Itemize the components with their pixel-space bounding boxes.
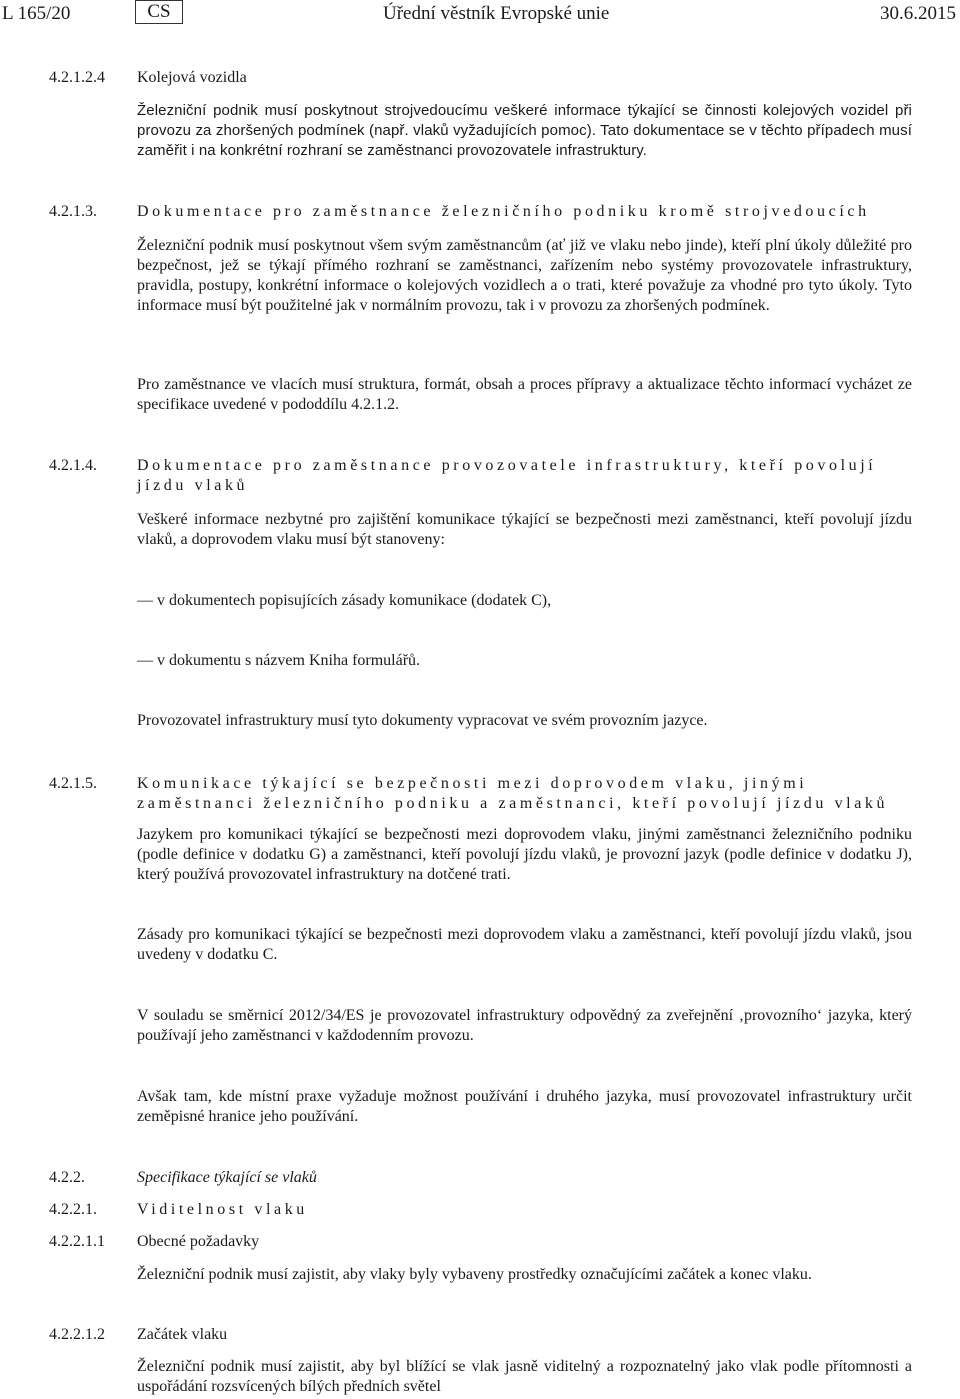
section-number: 4.2.2.1.1 — [49, 1233, 105, 1250]
paragraph: Železniční podnik musí poskytnout strojvedoucímu veškeré informace týkající se činnosti kolejových vozidel při provozu za zhoršených podmínek (např. vlaků vyžadujících pomoc). Tato dokumentace se v těchto případech musí zaměřit i na konkrétní rozhraní se zaměstnanci provozovatele infrastruktury. — [137, 102, 912, 159]
paragraph: Pro zaměstnance ve vlacích musí struktura, formát, obsah a proces přípravy a aktualizace těchto informací vycházet ze specifikace uvedené v pododdílu 4.2.1.2. — [137, 376, 912, 413]
publication-date: 30.6.2015 — [880, 3, 956, 24]
section-number: 4.2.1.2.4 — [49, 69, 105, 86]
paragraph: V souladu se směrnicí 2012/34/ES je provozovatel infrastruktury odpovědný za zveřejnění ‚provozního‘ jazyka, který používají jeho zaměstnanci v každodenním provozu. — [137, 1007, 912, 1044]
paragraph: Železniční podnik musí zajistit, aby byl blížící se vlak jasně viditelný a rozpoznatelný jako vlak podle přítomnosti a uspořádání rozsvícených bílých předních světel — [137, 1358, 912, 1395]
paragraph: Železniční podnik musí zajistit, aby vlaky byly vybaveny prostředky označujícími začátek a konec vlaku. — [137, 1266, 812, 1283]
section-title: Kolejová vozidla — [137, 69, 247, 86]
paragraph: Zásady pro komunikaci týkající se bezpečnosti mezi doprovodem vlaku a zaměstnanci, kteří povolují jízdu vlaků, jsou uvedeny v dodatku C. — [137, 926, 912, 963]
section-title: Dokumentace pro zaměstnance železničního podniku kromě strojvedoucích — [137, 203, 870, 220]
page-number: L 165/20 — [2, 3, 71, 24]
section-title: Komunikace týkající se bezpečnosti mezi doprovodem vlaku, jinými zaměstnanci železničního podniku a zaměstnanci, kteří povolují jízdu vlaků — [137, 775, 889, 812]
page-header — [0, 0, 960, 32]
section-number: 4.2.2.1.2 — [49, 1326, 105, 1343]
section-title: Obecné požadavky — [137, 1233, 260, 1250]
section-number: 4.2.2.1. — [49, 1201, 97, 1218]
paragraph: Avšak tam, kde místní praxe vyžaduje možnost používání i druhého jazyka, musí provozovatel infrastruktury určit zeměpisné hranice jeho používání. — [137, 1088, 912, 1125]
paragraph: Provozovatel infrastruktury musí tyto dokumenty vypracovat ve svém provozním jazyce. — [137, 712, 708, 729]
section-title: Dokumentace pro zaměstnance provozovatele infrastruktury, kteří povolují jízdu vlaků — [137, 457, 877, 494]
language-badge: CS — [135, 0, 183, 24]
list-item: — v dokumentu s názvem Kniha formulářů. — [137, 652, 421, 669]
paragraph: Jazykem pro komunikaci týkající se bezpečnosti mezi doprovodem vlaku, jinými zaměstnanci železničního podniku (podle definice v dodatku G) a zaměstnanci, kteří povolují jízdu vlaků, je provozní jazyk (podle definice v dodatku J), který používá provozovatel infrastruktury na dotčené trati. — [137, 826, 912, 883]
section-title: Viditelnost vlaku — [137, 1201, 308, 1218]
section-number: 4.2.1.4. — [49, 457, 97, 474]
section-title: Začátek vlaku — [137, 1326, 228, 1343]
section-number: 4.2.2. — [49, 1169, 85, 1186]
section-number: 4.2.1.5. — [49, 775, 97, 792]
section-number: 4.2.1.3. — [49, 203, 97, 220]
section-title: Specifikace týkající se vlaků — [137, 1169, 317, 1186]
paragraph: Veškeré informace nezbytné pro zajištění komunikace týkající se bezpečnosti mezi zaměstnanci, kteří povolují jízdu vlaků, a doprovodem vlaku musí být stanoveny: — [137, 511, 912, 548]
list-item: — v dokumentech popisujících zásady komunikace (dodatek C), — [137, 592, 552, 609]
journal-title: Úřední věstník Evropské unie — [383, 3, 610, 24]
paragraph: Železniční podnik musí poskytnout všem svým zaměstnancům (ať již ve vlaku nebo jinde), kteří plní úkoly důležité pro bezpečnost, jež se týkají přímého rozhraní se zaměstnanci, zařízením nebo systémy provozovatele infrastruktury, pravidla, postupy, konkrétní informace o kolejových vozidlech a o trati, které považuje za vhodné pro tyto úkoly. Tyto informace musí být použitelné jak v normálním provozu, tak i v provozu za zhoršených podmínek. — [137, 237, 912, 314]
